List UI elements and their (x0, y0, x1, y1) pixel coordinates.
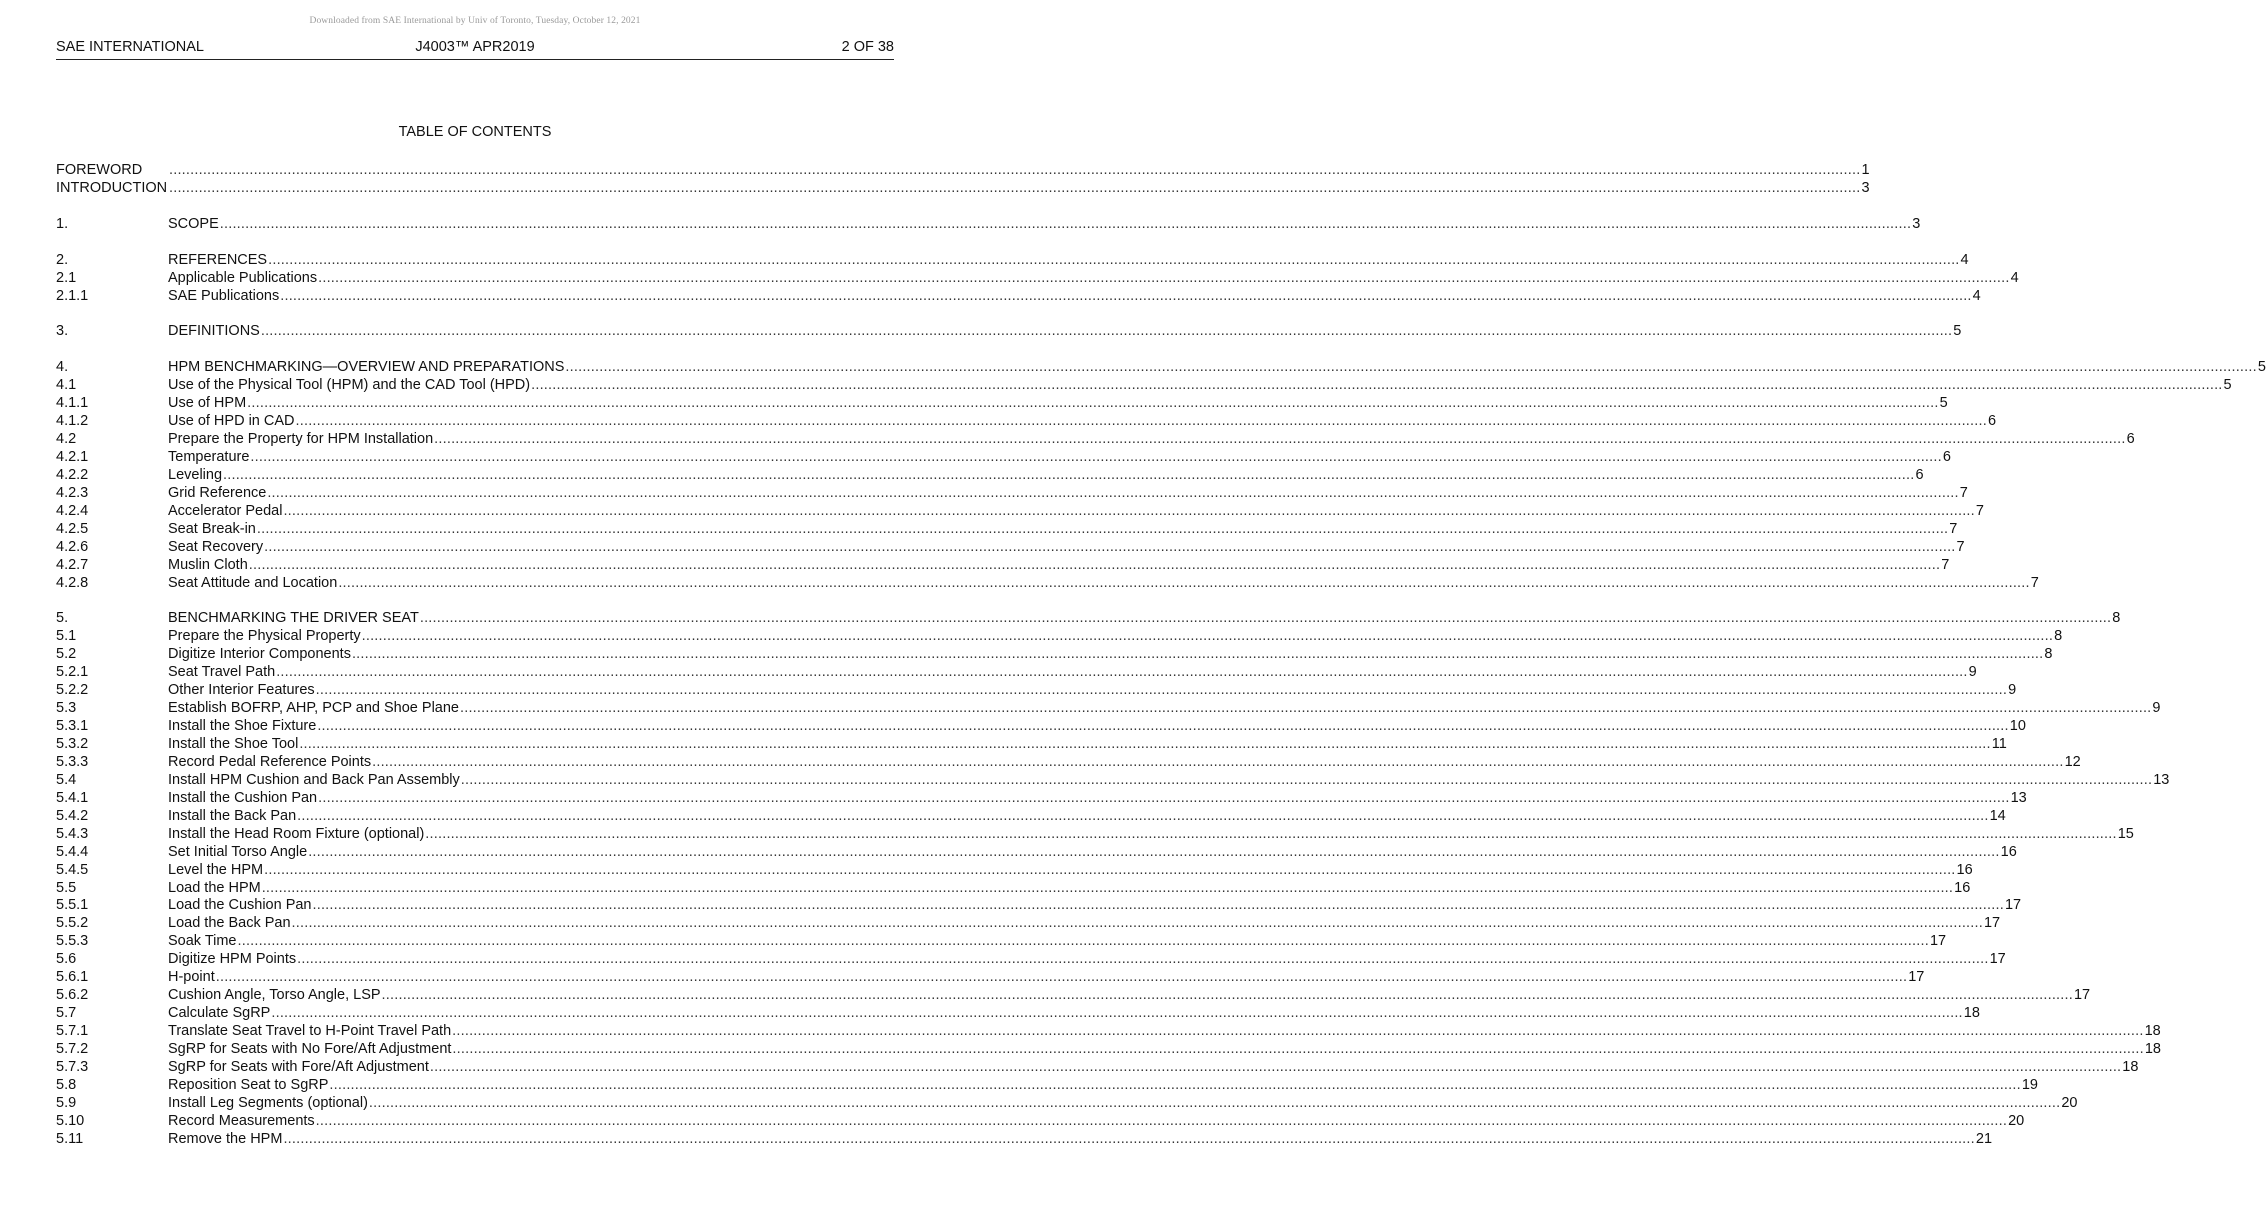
toc-entry[interactable] (56, 556, 1950, 575)
toc-entry-title: DEFINITIONS (168, 323, 260, 340)
toc-dot-leader: ................................................................................................................................................................................................................................................................................................................................................................................................................ (271, 1005, 1963, 1022)
toc-entry-number: 5.4.3 (56, 825, 89, 842)
toc-entry-number: 5.6 (56, 951, 77, 968)
toc-entry-number: 5. (56, 610, 69, 627)
toc-entry-title: BENCHMARKING THE DRIVER SEAT (168, 610, 419, 627)
toc-entry-number: 5.5.1 (56, 897, 89, 914)
toc-entry-page: 16 (1956, 861, 1973, 878)
toc-entry-page: 17 (1908, 969, 1925, 986)
toc-entry-page: 17 (2073, 987, 2091, 1004)
toc-entry-page: 13 (2153, 771, 2170, 788)
toc-entry[interactable] (56, 753, 2081, 772)
toc-entry[interactable] (56, 682, 2017, 700)
toc-entry-number: 4.2.8 (56, 574, 89, 591)
toc-entry-title: Level the HPM (168, 861, 264, 878)
page-header (56, 38, 894, 60)
toc-entry-title: Use of HPM (168, 395, 247, 412)
header-page-number: 2 OF 38 (841, 39, 894, 55)
toc-dot-leader: ................................................................................................................................................................................................................................................................................................................................................................................................................ (219, 215, 1912, 232)
toc-entry-page: 7 (1956, 538, 1965, 555)
toc-entry[interactable] (56, 502, 1984, 521)
toc-entry[interactable] (56, 1094, 2078, 1113)
toc-entry[interactable] (56, 628, 2063, 646)
toc-entry-title: Remove the HPM (168, 1130, 283, 1147)
toc-entry-number: 5.4.2 (56, 807, 89, 824)
toc-dot-leader: ................................................................................................................................................................................................................................................................................................................................................................................................................ (280, 287, 1972, 304)
toc-dot-leader: ................................................................................................................................................................................................................................................................................................................................................................................................................ (434, 431, 2126, 448)
toc-dot-leader: ................................................................................................................................................................................................................................................................................................................................................................................................................ (247, 395, 1939, 412)
toc-entry[interactable] (56, 718, 2026, 736)
toc-entry-number: 4.1.1 (56, 395, 89, 412)
toc-group-spacer (56, 341, 894, 359)
toc-entry-page: 16 (1954, 879, 1971, 896)
toc-entry[interactable] (56, 1130, 1993, 1149)
toc-entry[interactable] (56, 843, 2017, 862)
toc-entry-title: Load the HPM (168, 879, 261, 896)
toc-entry-number: 3. (56, 323, 69, 340)
toc-dot-leader: ................................................................................................................................................................................................................................................................................................................................................................................................................ (297, 807, 1989, 824)
toc-entry-title: Translate Seat Travel to H-Point Travel Path (168, 1023, 452, 1039)
toc-entry-title: Load the Cushion Pan (168, 897, 312, 914)
toc-entry-number: 5.7.2 (56, 1040, 89, 1057)
table-of-contents (56, 162, 2266, 1149)
toc-entry[interactable] (56, 807, 2006, 826)
header-organization: SAE INTERNATIONAL (56, 39, 204, 55)
toc-entry-title: Cushion Angle, Torso Angle, LSP (168, 987, 381, 1004)
toc-entry[interactable] (56, 771, 2170, 790)
toc-entry-title: Grid Reference (168, 484, 267, 501)
toc-dot-leader: ................................................................................................................................................................................................................................................................................................................................................................................................................ (351, 646, 2044, 663)
toc-entry[interactable] (56, 789, 2027, 808)
toc-entry-number: 5.4.1 (56, 789, 89, 806)
toc-entry[interactable] (56, 825, 2134, 844)
toc-entry-title: Seat Break-in (168, 520, 256, 537)
toc-entry-title: H-point (168, 969, 215, 986)
toc-entry[interactable] (56, 1040, 2161, 1059)
toc-entry-number: 4.2.4 (56, 502, 89, 519)
toc-entry-page: 20 (2061, 1094, 2078, 1111)
toc-entry[interactable] (56, 538, 1965, 557)
toc-entry-title: Load the Back Pan (168, 915, 291, 932)
toc-dot-leader: ................................................................................................................................................................................................................................................................................................................................................................................................................ (267, 484, 1959, 501)
toc-entry[interactable] (56, 395, 1948, 413)
toc-entry[interactable] (56, 484, 1968, 503)
toc-entry[interactable] (56, 359, 2266, 377)
toc-dot-leader: ................................................................................................................................................................................................................................................................................................................................................................................................................ (223, 466, 1915, 483)
toc-entry[interactable] (56, 449, 1951, 467)
toc-entry-number: 4.2 (56, 431, 77, 448)
toc-entry-title: Record Pedal Reference Points (168, 753, 372, 770)
toc-dot-leader: ................................................................................................................................................................................................................................................................................................................................................................................................................ (315, 1112, 2008, 1129)
toc-entry-number: 2. (56, 251, 69, 268)
toc-entry-number: 5.2 (56, 646, 77, 663)
toc-entry-title: Use of HPD in CAD (168, 413, 295, 430)
toc-entry-page: 8 (2054, 628, 2063, 645)
toc-entry-title: FOREWORD (56, 162, 143, 178)
toc-entry[interactable] (56, 431, 2135, 449)
toc-entry-number: 5.2.2 (56, 682, 89, 699)
toc-dot-leader: ................................................................................................................................................................................................................................................................................................................................................................................................................ (260, 323, 1953, 340)
toc-dot-leader: ................................................................................................................................................................................................................................................................................................................................................................................................................ (283, 502, 1975, 519)
toc-entry[interactable] (56, 162, 1870, 180)
toc-entry-page: 4 (1960, 251, 1969, 268)
toc-entry[interactable] (56, 269, 2019, 288)
toc-entry-title: SgRP for Seats with No Fore/Aft Adjustment (168, 1040, 452, 1057)
toc-entry[interactable] (56, 951, 2006, 969)
toc-entry-page: 18 (2144, 1023, 2161, 1039)
toc-entry-number: 5.5.2 (56, 915, 89, 932)
toc-dot-leader: ................................................................................................................................................................................................................................................................................................................................................................................................................ (425, 825, 2117, 842)
toc-entry-page: 4 (2010, 269, 2019, 286)
toc-entry-title: Digitize HPM Points (168, 951, 297, 968)
toc-entry[interactable] (56, 879, 1971, 898)
toc-entry-number: 5.5 (56, 879, 77, 896)
toc-entry-page: 5 (1939, 395, 1948, 412)
toc-entry-page: 17 (1983, 915, 2001, 932)
toc-entry-page: 5 (1953, 323, 1962, 340)
toc-entry-title: Set Initial Torso Angle (168, 843, 308, 860)
toc-entry-number: 2.1 (56, 269, 77, 286)
toc-entry-title: Prepare the Physical Property (168, 628, 361, 645)
toc-entry[interactable] (56, 215, 1921, 234)
toc-entry-number: 5.3.1 (56, 718, 89, 735)
toc-entry[interactable] (56, 179, 1870, 198)
header-document-id: J4003™ APR2019 (415, 39, 535, 55)
toc-entry-title: Record Measurements (168, 1112, 315, 1129)
toc-entry-title: SCOPE (168, 215, 219, 232)
toc-group-spacer (56, 234, 894, 252)
toc-entry-number: 5.8 (56, 1076, 77, 1093)
toc-entry-page: 20 (2008, 1112, 2025, 1129)
toc-entry-number: 5.7 (56, 1005, 77, 1022)
toc-entry-title: Reposition Seat to SgRP (168, 1076, 329, 1093)
toc-dot-leader: ................................................................................................................................................................................................................................................................................................................................................................................................................ (283, 1130, 1975, 1147)
toc-entry[interactable] (56, 1058, 2139, 1077)
toc-entry-number: 5.10 (56, 1112, 85, 1129)
toc-entry-page: 1 (1861, 162, 1870, 178)
toc-entry-title: Soak Time (168, 933, 237, 950)
toc-dot-leader: ................................................................................................................................................................................................................................................................................................................................................................................................................ (429, 1058, 2122, 1075)
toc-entry-page: 8 (2044, 646, 2053, 663)
toc-entry-title: Install the Head Room Fixture (optional) (168, 825, 425, 842)
toc-entry-page: 6 (1942, 449, 1951, 465)
toc-entry-page: 16 (2000, 843, 2017, 860)
toc-entry[interactable] (56, 1005, 1980, 1023)
toc-dot-leader: ................................................................................................................................................................................................................................................................................................................................................................................................................ (338, 574, 2030, 591)
toc-entry[interactable] (56, 251, 1969, 270)
toc-dot-leader: ................................................................................................................................................................................................................................................................................................................................................................................................................ (299, 736, 1991, 752)
toc-dot-leader: ................................................................................................................................................................................................................................................................................................................................................................................................................ (264, 538, 1956, 555)
toc-dot-leader: ................................................................................................................................................................................................................................................................................................................................................................................................................ (452, 1023, 2144, 1039)
toc-dot-leader: ................................................................................................................................................................................................................................................................................................................................................................................................................ (169, 179, 1861, 196)
toc-entry-page: 17 (2004, 897, 2022, 914)
toc-entry-page: 9 (2152, 700, 2161, 717)
toc-dot-leader: ................................................................................................................................................................................................................................................................................................................................................................................................................ (372, 753, 2064, 770)
toc-entry-page: 18 (2144, 1040, 2161, 1057)
toc-entry[interactable] (56, 646, 2053, 664)
toc-dot-leader: ................................................................................................................................................................................................................................................................................................................................................................................................................ (276, 664, 1968, 681)
toc-entry-page: 17 (1989, 951, 2006, 968)
toc-entry-number: 5.3.2 (56, 736, 89, 752)
toc-dot-leader: ................................................................................................................................................................................................................................................................................................................................................................................................................ (308, 843, 2000, 860)
toc-group-spacer (56, 306, 894, 324)
toc-entry-number: 5.4 (56, 771, 77, 788)
toc-dot-leader: ................................................................................................................................................................................................................................................................................................................................................................................................................ (261, 879, 1954, 896)
toc-entry-page: 7 (1959, 484, 1968, 501)
toc-entry-page: 14 (1989, 807, 2006, 824)
toc-dot-leader: ................................................................................................................................................................................................................................................................................................................................................................................................................ (318, 269, 2010, 286)
toc-entry-page: 6 (1915, 466, 1924, 483)
toc-entry[interactable] (56, 413, 1997, 431)
toc-entry-title: Seat Travel Path (168, 664, 276, 681)
toc-entry-page: 9 (1968, 664, 1977, 681)
toc-entry-number: 1. (56, 215, 69, 232)
toc-entry-number: 5.1 (56, 628, 77, 645)
download-watermark: Downloaded from SAE International by Univ of Toronto, Tuesday, October 12, 2021 (309, 16, 641, 26)
toc-dot-leader: ................................................................................................................................................................................................................................................................................................................................................................................................................ (452, 1040, 2144, 1057)
toc-entry-page: 21 (1975, 1130, 1993, 1147)
toc-dot-leader: ................................................................................................................................................................................................................................................................................................................................................................................................................ (256, 520, 1949, 537)
toc-entry-title: Accelerator Pedal (168, 502, 283, 519)
toc-entry-page: 6 (1987, 413, 1997, 430)
toc-entry-number: 5.4.4 (56, 843, 89, 860)
toc-entry-page: 7 (1949, 520, 1958, 537)
toc-entry-title: Seat Attitude and Location (168, 574, 338, 591)
toc-entry[interactable] (56, 610, 2121, 628)
toc-entry-number: 4.1.2 (56, 413, 89, 430)
toc-entry-title: Seat Recovery (168, 538, 264, 555)
toc-entry-page: 3 (1861, 179, 1870, 196)
toc-entry[interactable] (56, 520, 1958, 539)
toc-entry-number: 4.2.2 (56, 466, 89, 483)
toc-entry[interactable] (56, 700, 2161, 718)
toc-entry-page: 7 (1975, 502, 1984, 519)
toc-dot-leader: ................................................................................................................................................................................................................................................................................................................................................................................................................ (248, 556, 1941, 573)
toc-entry-page: 12 (2064, 753, 2081, 770)
toc-dot-leader: ................................................................................................................................................................................................................................................................................................................................................................................................................ (381, 987, 2073, 1004)
toc-dot-leader: ................................................................................................................................................................................................................................................................................................................................................................................................................ (329, 1076, 2021, 1093)
toc-entry-title: Applicable Publications (168, 269, 318, 286)
toc-entry-number: 4.2.5 (56, 520, 89, 537)
toc-entry-number: 2.1.1 (56, 287, 89, 304)
toc-entry-page: 19 (2021, 1076, 2038, 1093)
toc-entry[interactable] (56, 1023, 2161, 1041)
toc-entry[interactable] (56, 466, 1924, 485)
toc-entry-number: 5.6.2 (56, 987, 89, 1004)
toc-dot-leader: ................................................................................................................................................................................................................................................................................................................................................................................................................ (237, 933, 1929, 950)
toc-entry[interactable] (56, 574, 2039, 593)
toc-dot-leader: ................................................................................................................................................................................................................................................................................................................................................................................................................ (361, 628, 2054, 645)
toc-entry-page: 5 (2257, 359, 2266, 376)
toc-dot-leader: ................................................................................................................................................................................................................................................................................................................................................................................................................ (419, 610, 2112, 627)
toc-entry-number: 5.7.3 (56, 1058, 89, 1075)
toc-group-spacer (56, 593, 894, 611)
toc-entry-page: 11 (1991, 736, 2007, 752)
toc-dot-leader: ................................................................................................................................................................................................................................................................................................................................................................................................................ (297, 951, 1989, 968)
toc-entry-page: 13 (2010, 789, 2027, 806)
toc-entry-title: SgRP for Seats with Fore/Aft Adjustment (168, 1058, 429, 1075)
toc-entry-page: 4 (1972, 287, 1981, 304)
toc-entry[interactable] (56, 915, 2001, 933)
toc-entry[interactable] (56, 323, 1962, 341)
toc-dot-leader: ................................................................................................................................................................................................................................................................................................................................................................................................................ (318, 789, 2010, 806)
toc-entry[interactable] (56, 377, 2232, 395)
toc-entry-title: Use of the Physical Tool (HPM) and the CAD Tool (HPD) (168, 377, 531, 394)
toc-entry-title: Install the Cushion Pan (168, 789, 318, 806)
toc-dot-leader: ................................................................................................................................................................................................................................................................................................................................................................................................................ (264, 861, 1956, 878)
toc-entry-number: 5.5.3 (56, 933, 89, 950)
toc-entry-page: 3 (1912, 215, 1921, 232)
toc-entry-number: 5.3 (56, 700, 77, 717)
toc-entry[interactable] (56, 1076, 2038, 1095)
toc-entry-title: Other Interior Features (168, 682, 315, 699)
toc-entry-title: INTRODUCTION (56, 179, 168, 196)
toc-entry-number: 5.7.1 (56, 1023, 89, 1039)
toc-entry-number: 4.2.7 (56, 556, 89, 573)
toc-entry-number: 5.3.3 (56, 753, 89, 770)
toc-entry-number: 5.4.5 (56, 861, 89, 878)
toc-entry-page: 6 (2126, 431, 2135, 448)
toc-entry[interactable] (56, 736, 2007, 754)
toc-entry-page: 18 (1963, 1005, 1980, 1022)
toc-dot-leader: ................................................................................................................................................................................................................................................................................................................................................................................................................ (315, 682, 2008, 699)
toc-dot-leader: ................................................................................................................................................................................................................................................................................................................................................................................................................ (295, 413, 1987, 430)
toc-entry-title: Prepare the Property for HPM Installation (168, 431, 434, 448)
toc-dot-leader: ................................................................................................................................................................................................................................................................................................................................................................................................................ (565, 359, 2257, 376)
toc-entry-title: Muslin Cloth (168, 556, 248, 573)
toc-entry[interactable] (56, 1112, 2025, 1131)
toc-entry-title: Digitize Interior Components (168, 646, 351, 663)
toc-dot-leader: ................................................................................................................................................................................................................................................................................................................................................................................................................ (317, 718, 2009, 735)
toc-entry-title: Temperature (168, 449, 250, 465)
toc-entry-page: 18 (2122, 1058, 2139, 1075)
toc-entry[interactable] (56, 933, 1947, 951)
toc-entry[interactable] (56, 969, 1925, 987)
toc-dot-leader: ................................................................................................................................................................................................................................................................................................................................................................................................................ (268, 251, 1960, 268)
toc-entry-title: Install Leg Segments (optional) (168, 1094, 368, 1111)
toc-entry[interactable] (56, 897, 2022, 915)
toc-entry-number: 4.2.6 (56, 538, 89, 555)
toc-entry-page: 5 (2223, 377, 2232, 394)
toc-dot-leader: ................................................................................................................................................................................................................................................................................................................................................................................................................ (250, 449, 1942, 465)
toc-dot-leader: ................................................................................................................................................................................................................................................................................................................................................................................................................ (531, 377, 2223, 394)
toc-dot-leader: ................................................................................................................................................................................................................................................................................................................................................................................................................ (169, 162, 1861, 178)
toc-entry-number: 5.9 (56, 1094, 77, 1111)
toc-entry-number: 4.1 (56, 377, 77, 394)
toc-entry-number: 4. (56, 359, 69, 376)
toc-dot-leader: ................................................................................................................................................................................................................................................................................................................................................................................................................ (312, 897, 2004, 914)
toc-entry-page: 17 (1929, 933, 1947, 950)
toc-entry-page: 7 (2030, 574, 2039, 591)
toc-entry-title: Install HPM Cushion and Back Pan Assembly (168, 771, 460, 788)
toc-entry-title: Leveling (168, 466, 223, 483)
toc-entry-page: 15 (2117, 825, 2134, 842)
toc-dot-leader: ................................................................................................................................................................................................................................................................................................................................................................................................................ (460, 771, 2153, 788)
toc-entry-title: REFERENCES (168, 251, 268, 268)
toc-entry-title: Install the Shoe Fixture (168, 718, 317, 735)
toc-entry-title: Establish BOFRP, AHP, PCP and Shoe Plane (168, 700, 459, 717)
toc-entry-title: SAE Publications (168, 287, 280, 304)
toc-entry-page: 9 (2008, 682, 2017, 699)
toc-entry-number: 5.11 (56, 1130, 84, 1147)
toc-entry-number: 5.6.1 (56, 969, 89, 986)
toc-entry[interactable] (56, 664, 1977, 682)
toc-entry[interactable] (56, 287, 1981, 306)
toc-entry-title: Install the Shoe Tool (168, 736, 299, 752)
toc-entry-title: HPM BENCHMARKING—OVERVIEW AND PREPARATIONS (168, 359, 565, 376)
toc-entry-number: 4.2.3 (56, 484, 89, 501)
toc-dot-leader: ................................................................................................................................................................................................................................................................................................................................................................................................................ (459, 700, 2152, 717)
toc-entry-number: 5.2.1 (56, 664, 89, 681)
toc-entry-page: 10 (2009, 718, 2026, 735)
toc-title: TABLE OF CONTENTS (398, 124, 552, 140)
toc-entry-title: Calculate SgRP (168, 1005, 271, 1022)
toc-dot-leader: ................................................................................................................................................................................................................................................................................................................................................................................................................ (215, 969, 1908, 986)
toc-entry-number: 4.2.1 (56, 449, 89, 465)
toc-group-spacer (56, 198, 894, 216)
toc-dot-leader: ................................................................................................................................................................................................................................................................................................................................................................................................................ (368, 1094, 2061, 1111)
toc-entry-title: Install the Back Pan (168, 807, 297, 824)
toc-dot-leader: ................................................................................................................................................................................................................................................................................................................................................................................................................ (291, 915, 1983, 932)
toc-entry[interactable] (56, 861, 1973, 880)
toc-entry-page: 7 (1941, 556, 1950, 573)
toc-entry[interactable] (56, 987, 2091, 1005)
toc-entry-page: 8 (2112, 610, 2121, 627)
